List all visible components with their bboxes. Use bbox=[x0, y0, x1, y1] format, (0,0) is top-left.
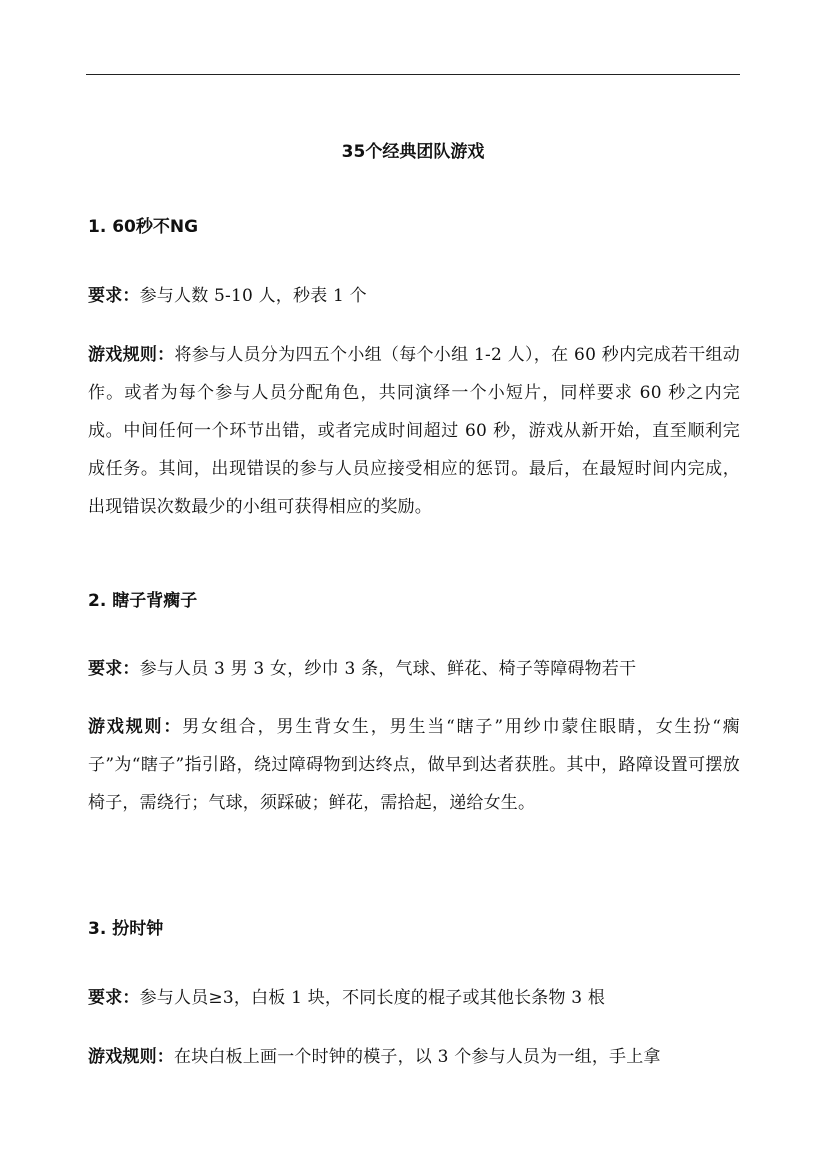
section-1-requirement bbox=[88, 277, 740, 315]
section-heading-3: 3. 扮时钟 bbox=[88, 919, 164, 939]
rules-text: 将参与人员分为四五个小组（每个小组 1-2 人），在 60 秒内完成若干组动作。或者为每个参与人员分配角色，共同演绎一个小短片，同样要求 60 秒之内完成。中间任何一个环节出错，或者完成时间超过 60 秒，游戏从新开始，直至顺利完成任务。其间，出现错误的参与人员应接受相应的惩罚。最后，在最短时间内完成，出现错误次数最少的小组可获得相应的奖励。 bbox=[88, 345, 740, 517]
rules-label: 游戏规则： bbox=[88, 345, 175, 365]
rules-text: 男女组合，男生背女生，男生当“瞎子”用纱巾蒙住眼睛，女生扮“瘸子”为“瞎子”指引路，绕过障碍物到达终点，做早到达者获胜。其中，路障设置可摆放椅子，需绕行；气球，须踩破；鲜花，需拾起，递给女生。 bbox=[88, 717, 740, 813]
requirement-label: 要求： bbox=[88, 659, 140, 679]
requirement-text: 参与人数 5-10 人，秒表 1 个 bbox=[139, 286, 367, 306]
page-title: 35个经典团队游戏 bbox=[341, 142, 485, 162]
section-1-rules bbox=[88, 336, 740, 526]
rules-label: 游戏规则： bbox=[88, 717, 183, 737]
requirement-label: 要求： bbox=[88, 988, 140, 1008]
rules-label: 游戏规则： bbox=[88, 1047, 174, 1067]
requirement-label: 要求： bbox=[88, 286, 140, 306]
header-rule bbox=[86, 74, 740, 75]
requirement-text: 参与人员 3 男 3 女，纱巾 3 条，气球、鲜花、椅子等障碍物若干 bbox=[139, 659, 637, 679]
section-2-rules bbox=[88, 708, 740, 822]
section-3-requirement bbox=[88, 979, 740, 1017]
section-heading-1: 1. 60秒不NG bbox=[88, 217, 199, 237]
requirement-text: 参与人员≥3，白板 1 块，不同长度的棍子或其他长条物 3 根 bbox=[139, 988, 606, 1008]
section-2-requirement bbox=[88, 650, 740, 688]
section-heading-2: 2. 瞎子背瘸子 bbox=[88, 591, 198, 611]
section-3-rules bbox=[88, 1038, 740, 1076]
rules-text: 在块白板上画一个时钟的模子，以 3 个参与人员为一组，手上拿 bbox=[174, 1047, 661, 1067]
